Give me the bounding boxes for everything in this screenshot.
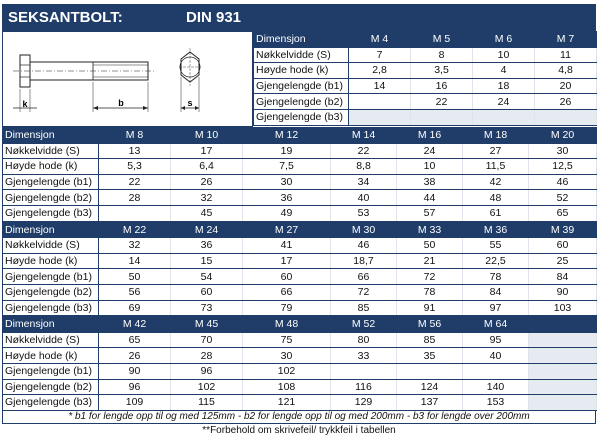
value-cell: 7,5 bbox=[243, 159, 331, 175]
value-cell: 57 bbox=[397, 205, 463, 221]
size-header-cell: M 8 bbox=[99, 128, 171, 144]
table-row bbox=[3, 238, 597, 254]
value-cell: 61 bbox=[463, 205, 529, 221]
value-cell: 30 bbox=[243, 348, 331, 364]
value-cell: 10 bbox=[473, 47, 535, 63]
value-cell: 11 bbox=[535, 47, 597, 63]
size-header-cell: M 22 bbox=[99, 222, 171, 238]
value-cell: 26 bbox=[171, 174, 243, 190]
value-cell: 90 bbox=[529, 284, 597, 300]
value-cell: 44 bbox=[397, 190, 463, 206]
dimension-header-row bbox=[254, 32, 597, 48]
value-cell: 50 bbox=[397, 238, 463, 254]
value-cell: 18 bbox=[473, 78, 535, 94]
value-cell: 36 bbox=[243, 190, 331, 206]
value-cell bbox=[99, 205, 171, 221]
value-cell: 14 bbox=[99, 253, 171, 269]
value-cell: 85 bbox=[397, 332, 463, 348]
dimension-label: Dimensjon bbox=[3, 128, 99, 144]
value-cell: 55 bbox=[463, 238, 529, 254]
value-cell: 48 bbox=[463, 190, 529, 206]
table-block-m4-m7 bbox=[253, 31, 597, 126]
value-cell: 54 bbox=[171, 269, 243, 285]
table-row bbox=[254, 94, 597, 110]
table-row bbox=[254, 78, 597, 94]
table-block-m22-m39 bbox=[2, 222, 597, 317]
row-label: Gjengelengde (b3) bbox=[3, 300, 99, 316]
table-row bbox=[3, 348, 597, 364]
size-header-cell: M 33 bbox=[397, 222, 463, 238]
value-cell: 30 bbox=[529, 143, 597, 159]
row-label: Gjengelengde (b1) bbox=[3, 269, 99, 285]
title-product: SEKSANTBOLT: bbox=[8, 9, 123, 26]
bolt-spec-sheet bbox=[2, 4, 596, 437]
table-block-m42-m64 bbox=[2, 316, 597, 411]
value-cell: 25 bbox=[529, 253, 597, 269]
blank-cell bbox=[529, 379, 597, 395]
value-cell: 27 bbox=[463, 143, 529, 159]
row-label: Nøkkelvidde (S) bbox=[3, 332, 99, 348]
row-label: Gjengelengde (b2) bbox=[254, 94, 349, 110]
size-header-cell: M 48 bbox=[243, 317, 331, 333]
value-cell: 50 bbox=[99, 269, 171, 285]
row-label: Gjengelengde (b1) bbox=[3, 363, 99, 379]
value-cell: 75 bbox=[243, 332, 331, 348]
value-cell: 20 bbox=[535, 78, 597, 94]
size-header-cell: M 12 bbox=[243, 128, 331, 144]
value-cell: 3,5 bbox=[411, 63, 473, 79]
blank-cell bbox=[529, 363, 597, 379]
value-cell: 38 bbox=[397, 174, 463, 190]
value-cell bbox=[411, 109, 473, 125]
value-cell: 13 bbox=[99, 143, 171, 159]
value-cell: 124 bbox=[397, 379, 463, 395]
row-label: Gjengelengde (b3) bbox=[254, 109, 349, 125]
value-cell: 121 bbox=[243, 395, 331, 411]
value-cell: 103 bbox=[529, 300, 597, 316]
value-cell: 5,3 bbox=[99, 159, 171, 175]
value-cell: 109 bbox=[99, 395, 171, 411]
size-header-cell: M 18 bbox=[463, 128, 529, 144]
footnote: * b1 for lengde opp til og med 125mm - b2 for lengde opp til og med 200mm - b3 for lengde over 200mm bbox=[2, 411, 596, 424]
table-block-m8-m20 bbox=[2, 127, 597, 222]
dimension-header-row bbox=[3, 222, 597, 238]
table-row bbox=[3, 300, 597, 316]
value-cell: 6,4 bbox=[171, 159, 243, 175]
value-cell bbox=[535, 109, 597, 125]
table-row bbox=[254, 47, 597, 63]
value-cell: 91 bbox=[397, 300, 463, 316]
value-cell: 66 bbox=[243, 284, 331, 300]
value-cell: 40 bbox=[331, 190, 397, 206]
value-cell: 79 bbox=[243, 300, 331, 316]
value-cell: 53 bbox=[331, 205, 397, 221]
table-row bbox=[3, 284, 597, 300]
title-standard: DIN 931 bbox=[186, 9, 242, 26]
value-cell: 26 bbox=[99, 348, 171, 364]
value-cell: 65 bbox=[99, 332, 171, 348]
value-cell: 69 bbox=[99, 300, 171, 316]
row-label: Nøkkelvidde (S) bbox=[3, 238, 99, 254]
blank-cell bbox=[529, 332, 597, 348]
dim-label-s: s bbox=[187, 98, 193, 108]
size-header-cell: M 27 bbox=[243, 222, 331, 238]
dim-label-k: k bbox=[22, 99, 28, 109]
row-label: Nøkkelvidde (S) bbox=[254, 47, 349, 63]
size-header-cell: M 7 bbox=[535, 32, 597, 48]
value-cell: 129 bbox=[331, 395, 397, 411]
value-cell: 24 bbox=[473, 94, 535, 110]
value-cell bbox=[473, 109, 535, 125]
value-cell: 22,5 bbox=[463, 253, 529, 269]
row-label: Gjengelengde (b2) bbox=[3, 284, 99, 300]
size-header-cell: M 20 bbox=[529, 128, 597, 144]
value-cell: 24 bbox=[397, 143, 463, 159]
value-cell bbox=[349, 109, 411, 125]
row-label: Høyde hode (k) bbox=[3, 159, 99, 175]
value-cell: 46 bbox=[529, 174, 597, 190]
value-cell: 45 bbox=[171, 205, 243, 221]
table-row bbox=[3, 269, 597, 285]
table-row bbox=[3, 363, 597, 379]
value-cell: 49 bbox=[243, 205, 331, 221]
title-bar bbox=[2, 4, 596, 31]
value-cell: 102 bbox=[171, 379, 243, 395]
value-cell: 18,7 bbox=[331, 253, 397, 269]
bolt-drawing-svg bbox=[3, 32, 252, 126]
value-cell: 108 bbox=[243, 379, 331, 395]
blank-cell bbox=[529, 317, 597, 333]
value-cell: 102 bbox=[243, 363, 331, 379]
row-label: Gjengelengde (b2) bbox=[3, 379, 99, 395]
size-header-cell: M 42 bbox=[99, 317, 171, 333]
size-header-cell: M 52 bbox=[331, 317, 397, 333]
size-header-cell: M 36 bbox=[463, 222, 529, 238]
row-label: Gjengelengde (b3) bbox=[3, 205, 99, 221]
value-cell: 28 bbox=[171, 348, 243, 364]
size-header-cell: M 30 bbox=[331, 222, 397, 238]
value-cell: 17 bbox=[171, 143, 243, 159]
value-cell bbox=[331, 363, 397, 379]
value-cell: 4,8 bbox=[535, 63, 597, 79]
size-header-cell: M 5 bbox=[411, 32, 473, 48]
table-row bbox=[3, 379, 597, 395]
value-cell: 7 bbox=[349, 47, 411, 63]
row-label: Høyde hode (k) bbox=[3, 253, 99, 269]
row-label: Gjengelengde (b3) bbox=[3, 395, 99, 411]
value-cell: 22 bbox=[99, 174, 171, 190]
value-cell: 46 bbox=[331, 238, 397, 254]
value-cell: 65 bbox=[529, 205, 597, 221]
table-row bbox=[3, 190, 597, 206]
size-header-cell: M 4 bbox=[349, 32, 411, 48]
value-cell: 137 bbox=[397, 395, 463, 411]
value-cell: 84 bbox=[463, 284, 529, 300]
value-cell: 4 bbox=[473, 63, 535, 79]
value-cell: 22 bbox=[331, 143, 397, 159]
value-cell: 78 bbox=[463, 269, 529, 285]
value-cell: 12,5 bbox=[529, 159, 597, 175]
table-row bbox=[3, 332, 597, 348]
value-cell: 30 bbox=[243, 174, 331, 190]
value-cell: 60 bbox=[243, 269, 331, 285]
value-cell: 116 bbox=[331, 379, 397, 395]
value-cell: 66 bbox=[331, 269, 397, 285]
top-section bbox=[2, 31, 596, 127]
value-cell: 8,8 bbox=[331, 159, 397, 175]
table-row bbox=[3, 159, 597, 175]
value-cell: 85 bbox=[331, 300, 397, 316]
row-label: Nøkkelvidde (S) bbox=[3, 143, 99, 159]
value-cell bbox=[397, 363, 463, 379]
row-label: Høyde hode (k) bbox=[3, 348, 99, 364]
value-cell: 56 bbox=[99, 284, 171, 300]
size-header-cell: M 45 bbox=[171, 317, 243, 333]
dimension-label: Dimensjon bbox=[3, 222, 99, 238]
value-cell: 2,8 bbox=[349, 63, 411, 79]
table-row bbox=[3, 253, 597, 269]
value-cell: 41 bbox=[243, 238, 331, 254]
value-cell: 11,5 bbox=[463, 159, 529, 175]
dimension-label: Dimensjon bbox=[3, 317, 99, 333]
value-cell: 96 bbox=[171, 363, 243, 379]
value-cell: 10 bbox=[397, 159, 463, 175]
value-cell: 95 bbox=[463, 332, 529, 348]
table-row bbox=[254, 63, 597, 79]
table-row bbox=[3, 395, 597, 411]
row-label: Gjengelengde (b2) bbox=[3, 190, 99, 206]
value-cell: 26 bbox=[535, 94, 597, 110]
row-label: Gjengelengde (b1) bbox=[254, 78, 349, 94]
value-cell: 97 bbox=[463, 300, 529, 316]
value-cell: 22 bbox=[411, 94, 473, 110]
value-cell: 35 bbox=[397, 348, 463, 364]
value-cell bbox=[349, 94, 411, 110]
size-header-cell: M 39 bbox=[529, 222, 597, 238]
value-cell: 73 bbox=[171, 300, 243, 316]
value-cell: 16 bbox=[411, 78, 473, 94]
value-cell: 28 bbox=[99, 190, 171, 206]
blank-cell bbox=[529, 348, 597, 364]
size-header-cell: M 56 bbox=[397, 317, 463, 333]
table-row bbox=[254, 109, 597, 125]
value-cell: 70 bbox=[171, 332, 243, 348]
value-cell: 17 bbox=[243, 253, 331, 269]
size-header-cell: M 14 bbox=[331, 128, 397, 144]
value-cell: 90 bbox=[99, 363, 171, 379]
value-cell: 96 bbox=[99, 379, 171, 395]
value-cell: 72 bbox=[331, 284, 397, 300]
size-header-cell: M 10 bbox=[171, 128, 243, 144]
table-row bbox=[3, 205, 597, 221]
disclaimer: **Forbehold om skrivefeil/ trykkfeil i tabellen bbox=[202, 424, 396, 436]
value-cell: 84 bbox=[529, 269, 597, 285]
value-cell: 140 bbox=[463, 379, 529, 395]
value-cell: 60 bbox=[171, 284, 243, 300]
value-cell: 19 bbox=[243, 143, 331, 159]
dim-label-b: b bbox=[118, 98, 124, 108]
value-cell: 42 bbox=[463, 174, 529, 190]
table-row bbox=[3, 143, 597, 159]
row-label: Høyde hode (k) bbox=[254, 63, 349, 79]
dimension-header-row bbox=[3, 317, 597, 333]
value-cell: 80 bbox=[331, 332, 397, 348]
value-cell bbox=[463, 363, 529, 379]
value-cell: 78 bbox=[397, 284, 463, 300]
bolt-drawing bbox=[2, 31, 253, 127]
blank-cell bbox=[529, 395, 597, 411]
value-cell: 115 bbox=[171, 395, 243, 411]
size-header-cell: M 6 bbox=[473, 32, 535, 48]
value-cell: 52 bbox=[529, 190, 597, 206]
value-cell: 40 bbox=[463, 348, 529, 364]
value-cell: 153 bbox=[463, 395, 529, 411]
size-header-cell: M 24 bbox=[171, 222, 243, 238]
dimension-header-row bbox=[3, 128, 597, 144]
value-cell: 21 bbox=[397, 253, 463, 269]
value-cell: 72 bbox=[397, 269, 463, 285]
value-cell: 8 bbox=[411, 47, 473, 63]
size-header-cell: M 64 bbox=[463, 317, 529, 333]
value-cell: 36 bbox=[171, 238, 243, 254]
value-cell: 60 bbox=[529, 238, 597, 254]
value-cell: 33 bbox=[331, 348, 397, 364]
size-header-cell: M 16 bbox=[397, 128, 463, 144]
value-cell: 32 bbox=[171, 190, 243, 206]
value-cell: 32 bbox=[99, 238, 171, 254]
value-cell: 14 bbox=[349, 78, 411, 94]
row-label: Gjengelengde (b1) bbox=[3, 174, 99, 190]
value-cell: 34 bbox=[331, 174, 397, 190]
value-cell: 15 bbox=[171, 253, 243, 269]
table-row bbox=[3, 174, 597, 190]
dimension-label: Dimensjon bbox=[254, 32, 349, 48]
